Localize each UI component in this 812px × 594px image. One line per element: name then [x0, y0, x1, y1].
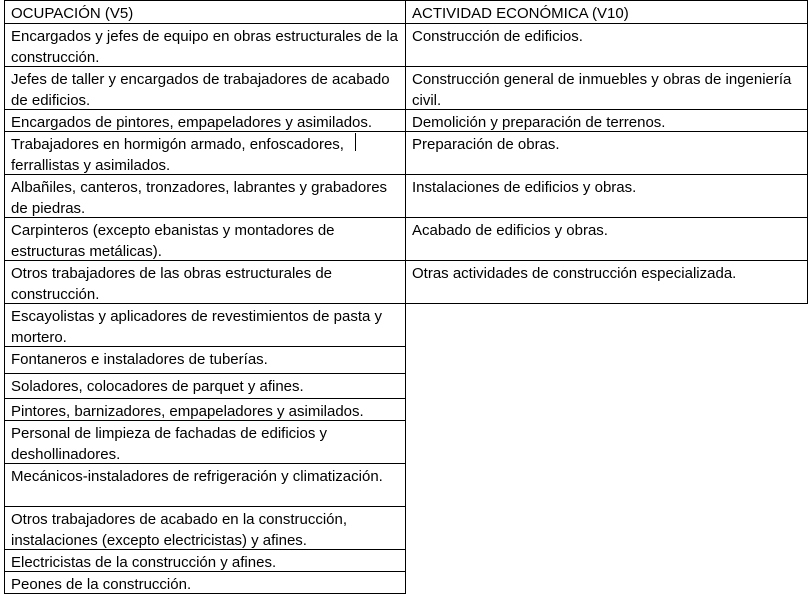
occupation-cell: [5, 67, 405, 110]
occupation-cell: [5, 421, 405, 464]
activity-cell: [406, 175, 807, 218]
occupation-header-cell: [5, 1, 405, 24]
activity-header: ACTIVIDAD ECONÓMICA (V10): [412, 5, 629, 22]
activity-text: Instalaciones de edificios y obras.: [412, 179, 637, 196]
activity-text: Demolición y preparación de terrenos.: [412, 114, 666, 131]
occupation-cell: [5, 374, 405, 399]
occupation-text: Pintores, barnizadores, empapeladores y asimilados.: [11, 403, 364, 420]
occupation-cell: [5, 110, 405, 132]
occupation-text: Trabajadores en hormigón armado, enfoscadores, ferrallistas y asimilados.: [11, 136, 344, 174]
activity-cell: [406, 261, 807, 304]
occupation-text: Escayolistas y aplicadores de revestimientos de pasta y mortero.: [11, 308, 383, 346]
text-cursor: [355, 133, 356, 151]
occupation-text: Soladores, colocadores de parquet y afines.: [11, 378, 304, 395]
occupation-text: Jefes de taller y encargados de trabajadores de acabado de edificios.: [11, 71, 390, 109]
occupation-text: Mecánicos-instaladores de refrigeración y climatización.: [11, 468, 383, 485]
occupation-cell: [5, 304, 405, 347]
activity-column: [405, 0, 808, 304]
occupation-text: Otros trabajadores de las obras estructurales de construcción.: [11, 265, 332, 303]
occupation-cell: [5, 507, 405, 550]
activity-cell: [406, 218, 807, 261]
activity-header-cell: [406, 1, 807, 24]
occupation-text: Otros trabajadores de acabado en la construcción, instalaciones (excepto electricistas) y afines.: [11, 511, 348, 549]
occupation-cell: [5, 218, 405, 261]
occupation-header: OCUPACIÓN (V5): [11, 5, 134, 22]
occupation-cell: [5, 175, 405, 218]
occupation-cell: [5, 399, 405, 421]
occupation-text: Carpinteros (excepto ebanistas y montadores de estructuras metálicas).: [11, 222, 335, 260]
activity-text: Otras actividades de construcción especializada.: [412, 265, 737, 282]
occupation-text: Encargados y jefes de equipo en obras estructurales de la construcción.: [11, 28, 398, 66]
occupation-cell: [5, 347, 405, 374]
activity-cell: [406, 24, 807, 67]
occupation-text: Fontaneros e instaladores de tuberías.: [11, 351, 268, 368]
occupation-text: Peones de la construcción.: [11, 576, 192, 593]
activity-text: Construcción de edificios.: [412, 28, 583, 45]
activity-text: Construcción general de inmuebles y obras de ingeniería civil.: [412, 71, 792, 109]
activity-cell: [406, 110, 807, 132]
occupation-cell: [5, 132, 405, 175]
occupation-cell: [5, 24, 405, 67]
occupation-column: [4, 0, 406, 594]
occupation-cell: [5, 464, 405, 507]
occupation-cell: [5, 261, 405, 304]
activity-cell: [406, 67, 807, 110]
activity-text: Acabado de edificios y obras.: [412, 222, 608, 239]
occupation-text: Albañiles, canteros, tronzadores, labrantes y grabadores de piedras.: [11, 179, 388, 217]
occupation-text: Encargados de pintores, empapeladores y asimilados.: [11, 114, 373, 131]
activity-text: Preparación de obras.: [412, 136, 560, 153]
occupation-cell: [5, 550, 405, 572]
occupation-text: Personal de limpieza de fachadas de edificios y deshollinadores.: [11, 425, 328, 463]
occupation-text: Electricistas de la construcción y afines.: [11, 554, 277, 571]
activity-cell: [406, 132, 807, 175]
